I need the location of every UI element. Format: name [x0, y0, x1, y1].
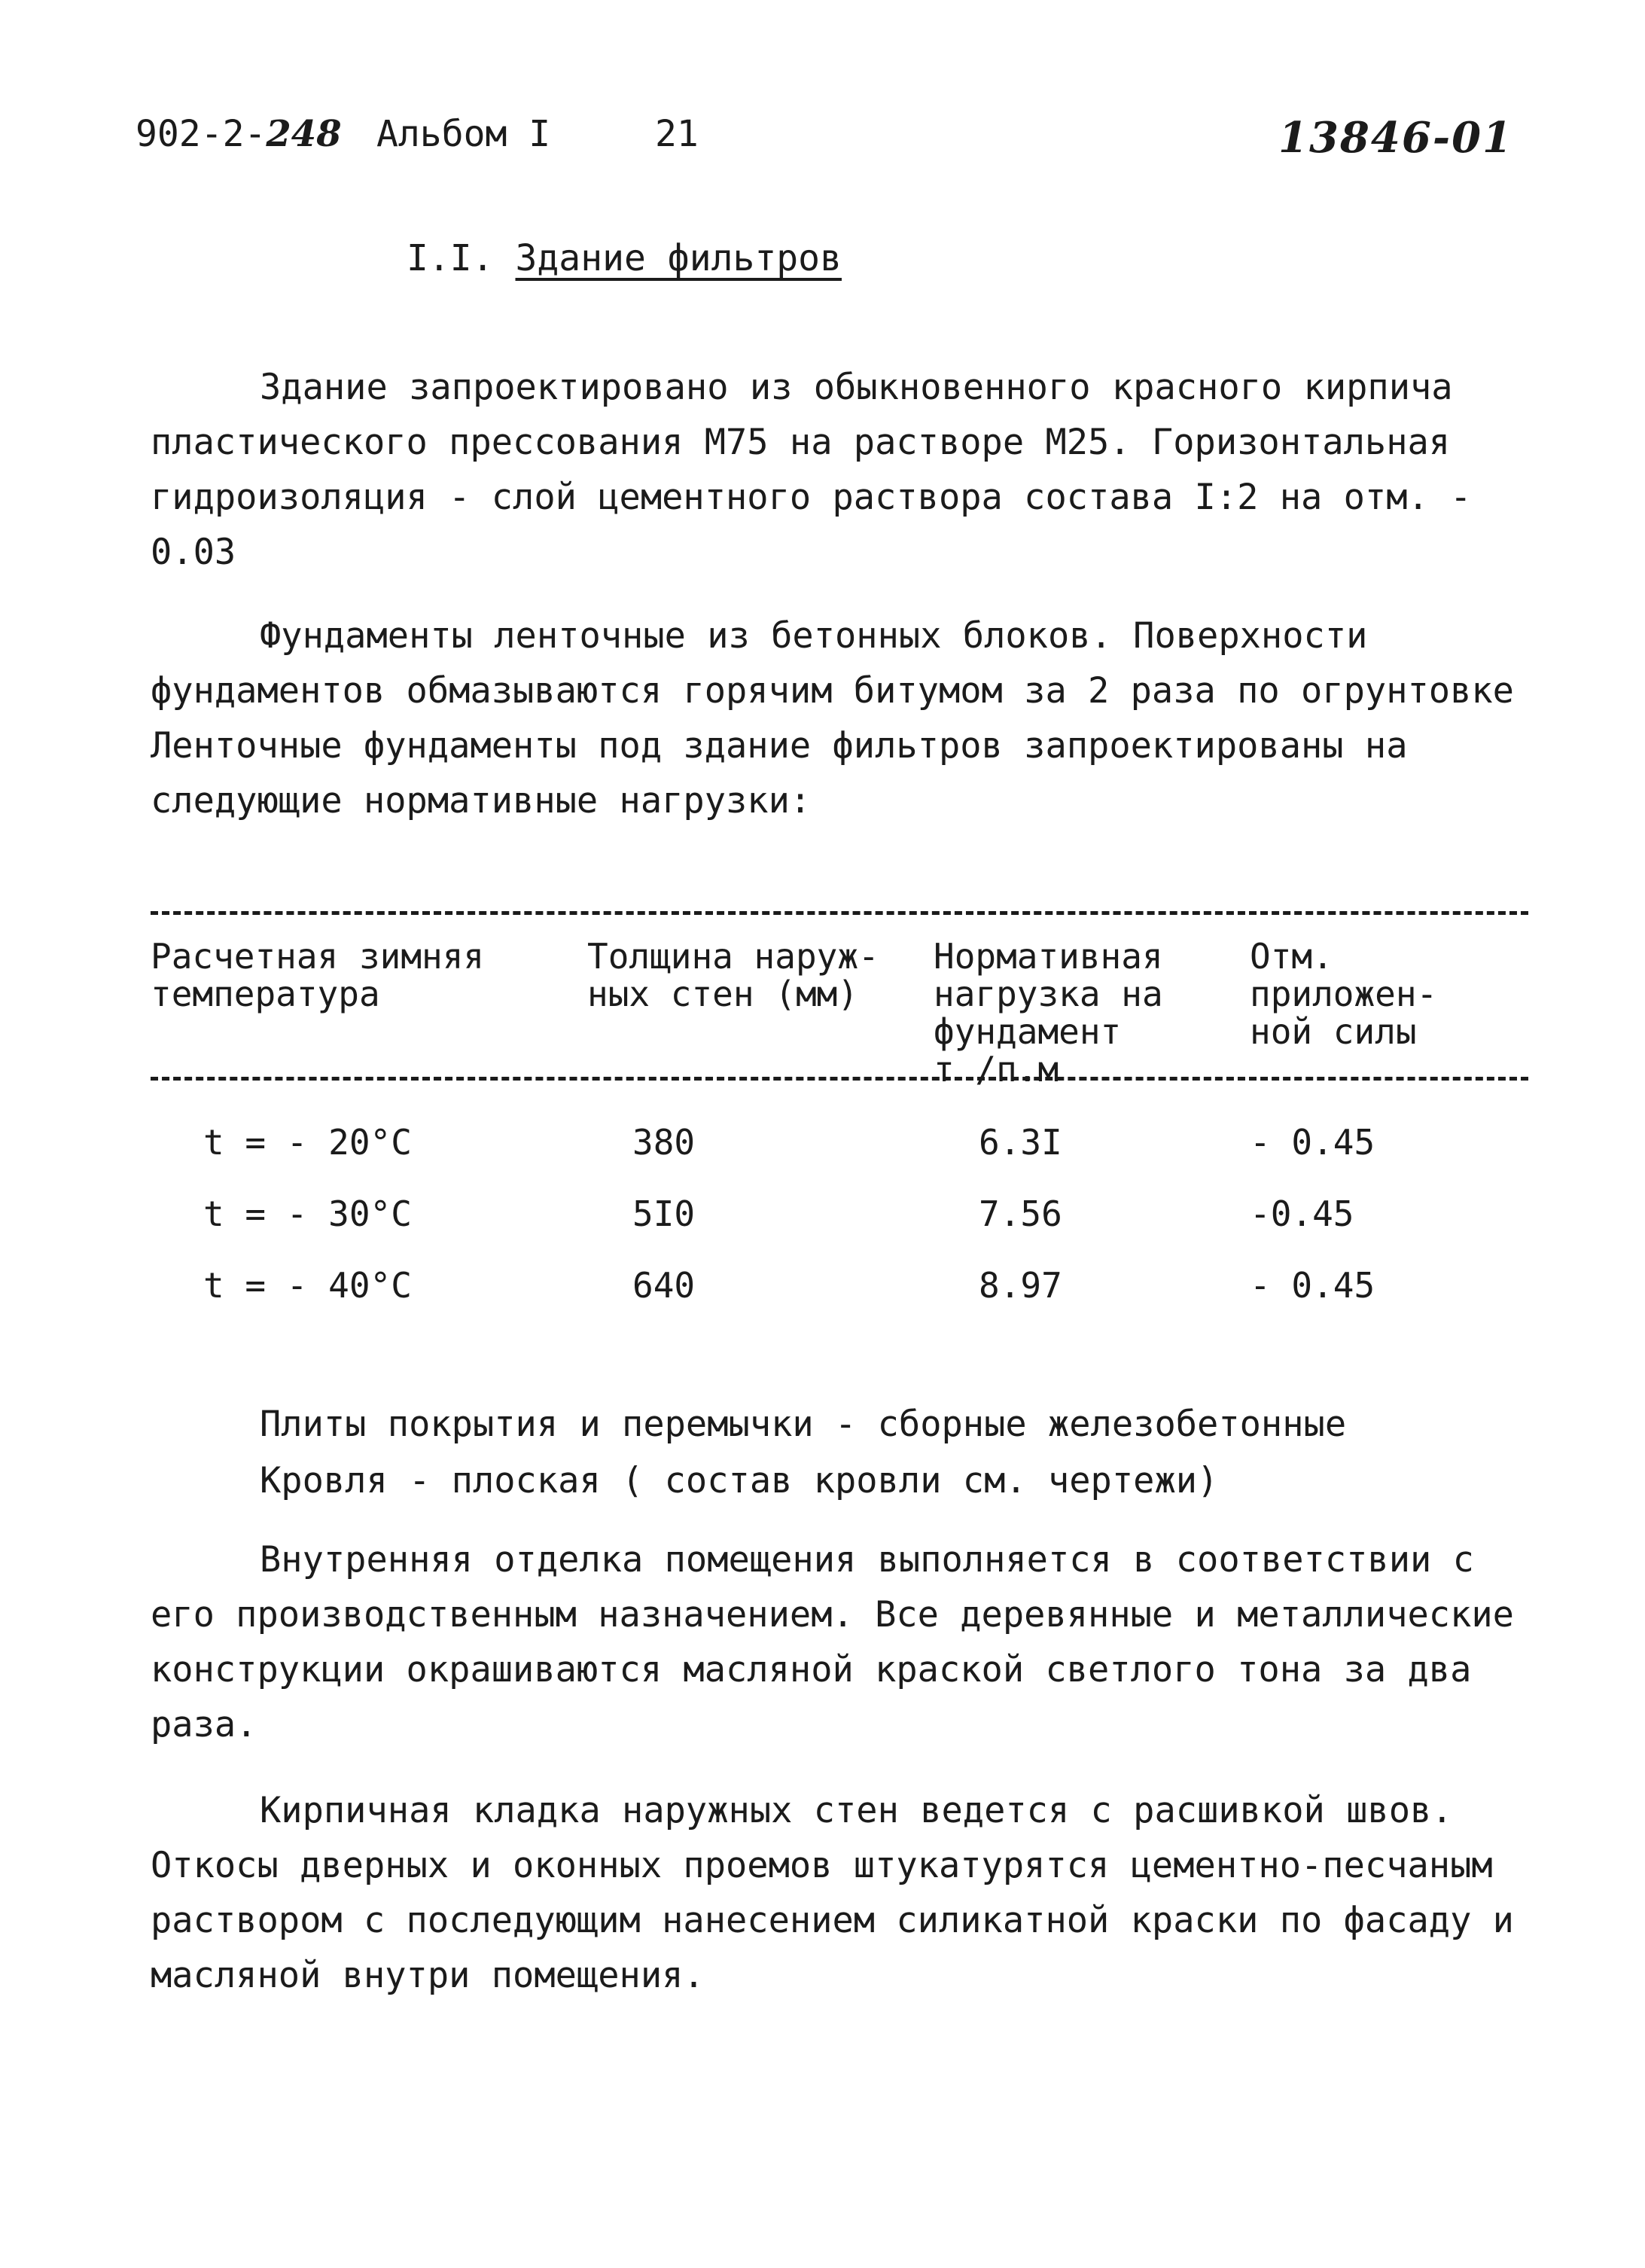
table-row [151, 1122, 1528, 1190]
document-code-prefix: 902-2- [136, 113, 267, 155]
section-title [407, 237, 842, 279]
cell-temperature: t = - 30°C [203, 1193, 412, 1234]
section-title-text: Здание фильтров [515, 237, 842, 279]
cell-wall-thickness: 5I0 [632, 1193, 696, 1234]
page-header [136, 113, 1513, 188]
table-top-rule [151, 911, 1528, 915]
document-code [136, 113, 342, 155]
cell-elevation: -0.45 [1250, 1193, 1354, 1234]
cell-wall-thickness: 640 [632, 1265, 696, 1306]
document-code-handwritten: 248 [266, 113, 342, 155]
table-header-wall-thickness: Толщина наруж- ных стен (мм) [587, 936, 879, 1014]
cell-load: 6.3I [979, 1122, 1062, 1163]
cell-temperature: t = - 20°C [203, 1122, 412, 1163]
paragraph-materials: Здание запроектировано из обыкновенного красного кирпича пластического прессования М75 на растворе М25. Горизонтальная гидроизоляция - слой цементного раствора состава I:2 на отм. - 0.03 [151, 367, 1472, 573]
cell-elevation: - 0.45 [1250, 1122, 1375, 1163]
paragraph-foundations: Фундаменты ленточные из бетонных блоков. Поверхности фундаментов обмазываются горячим битумом за 2 раза по огрунтовке Ленточные фундаменты под здание фильтров запроектированы на следующие нормативные нагрузки: [151, 615, 1514, 822]
cell-load: 7.56 [979, 1193, 1062, 1234]
paragraph-roof: Кровля - плоская ( состав кровли см. чертежи) [260, 1460, 1219, 1501]
cell-temperature: t = - 40°C [203, 1265, 412, 1306]
paragraph-slabs: Плиты покрытия и перемычки - сборные железобетонные [260, 1404, 1347, 1445]
table-header-elevation: Отм. приложен- ной силы [1250, 936, 1438, 1052]
table-header-load: Нормативная нагрузка на фундамент т /п.м [934, 936, 1163, 1090]
cell-wall-thickness: 380 [632, 1122, 696, 1163]
cell-elevation: - 0.45 [1250, 1265, 1375, 1306]
table-header-temperature: Расчетная зимняя температура [151, 936, 485, 1014]
album-label: Альбом I [376, 113, 551, 155]
cell-load: 8.97 [979, 1265, 1062, 1306]
table-row [151, 1265, 1528, 1333]
table-header-rule [151, 1077, 1528, 1081]
table-row [151, 1193, 1528, 1261]
page-number: 21 [655, 113, 699, 155]
loads-table [151, 911, 1528, 1333]
section-number: I.I. [407, 237, 494, 279]
paragraph-masonry: Кирпичная кладка наружных стен ведется с расшивкой швов. Откосы дверных и оконных проемов штукатурятся цементно-песчаным раствором с последующим нанесением силикатной краски по фасаду и масляной внутри помещения. [151, 1790, 1514, 1996]
paragraph-interior-finish: Внутренняя отделка помещения выполняется в соответствии с его производственным назначением. Все деревянные и металлические конструкции окрашиваются масляной краской светлого тона за два раза. [151, 1539, 1514, 1745]
archive-number: 13846-01 [1278, 113, 1513, 163]
